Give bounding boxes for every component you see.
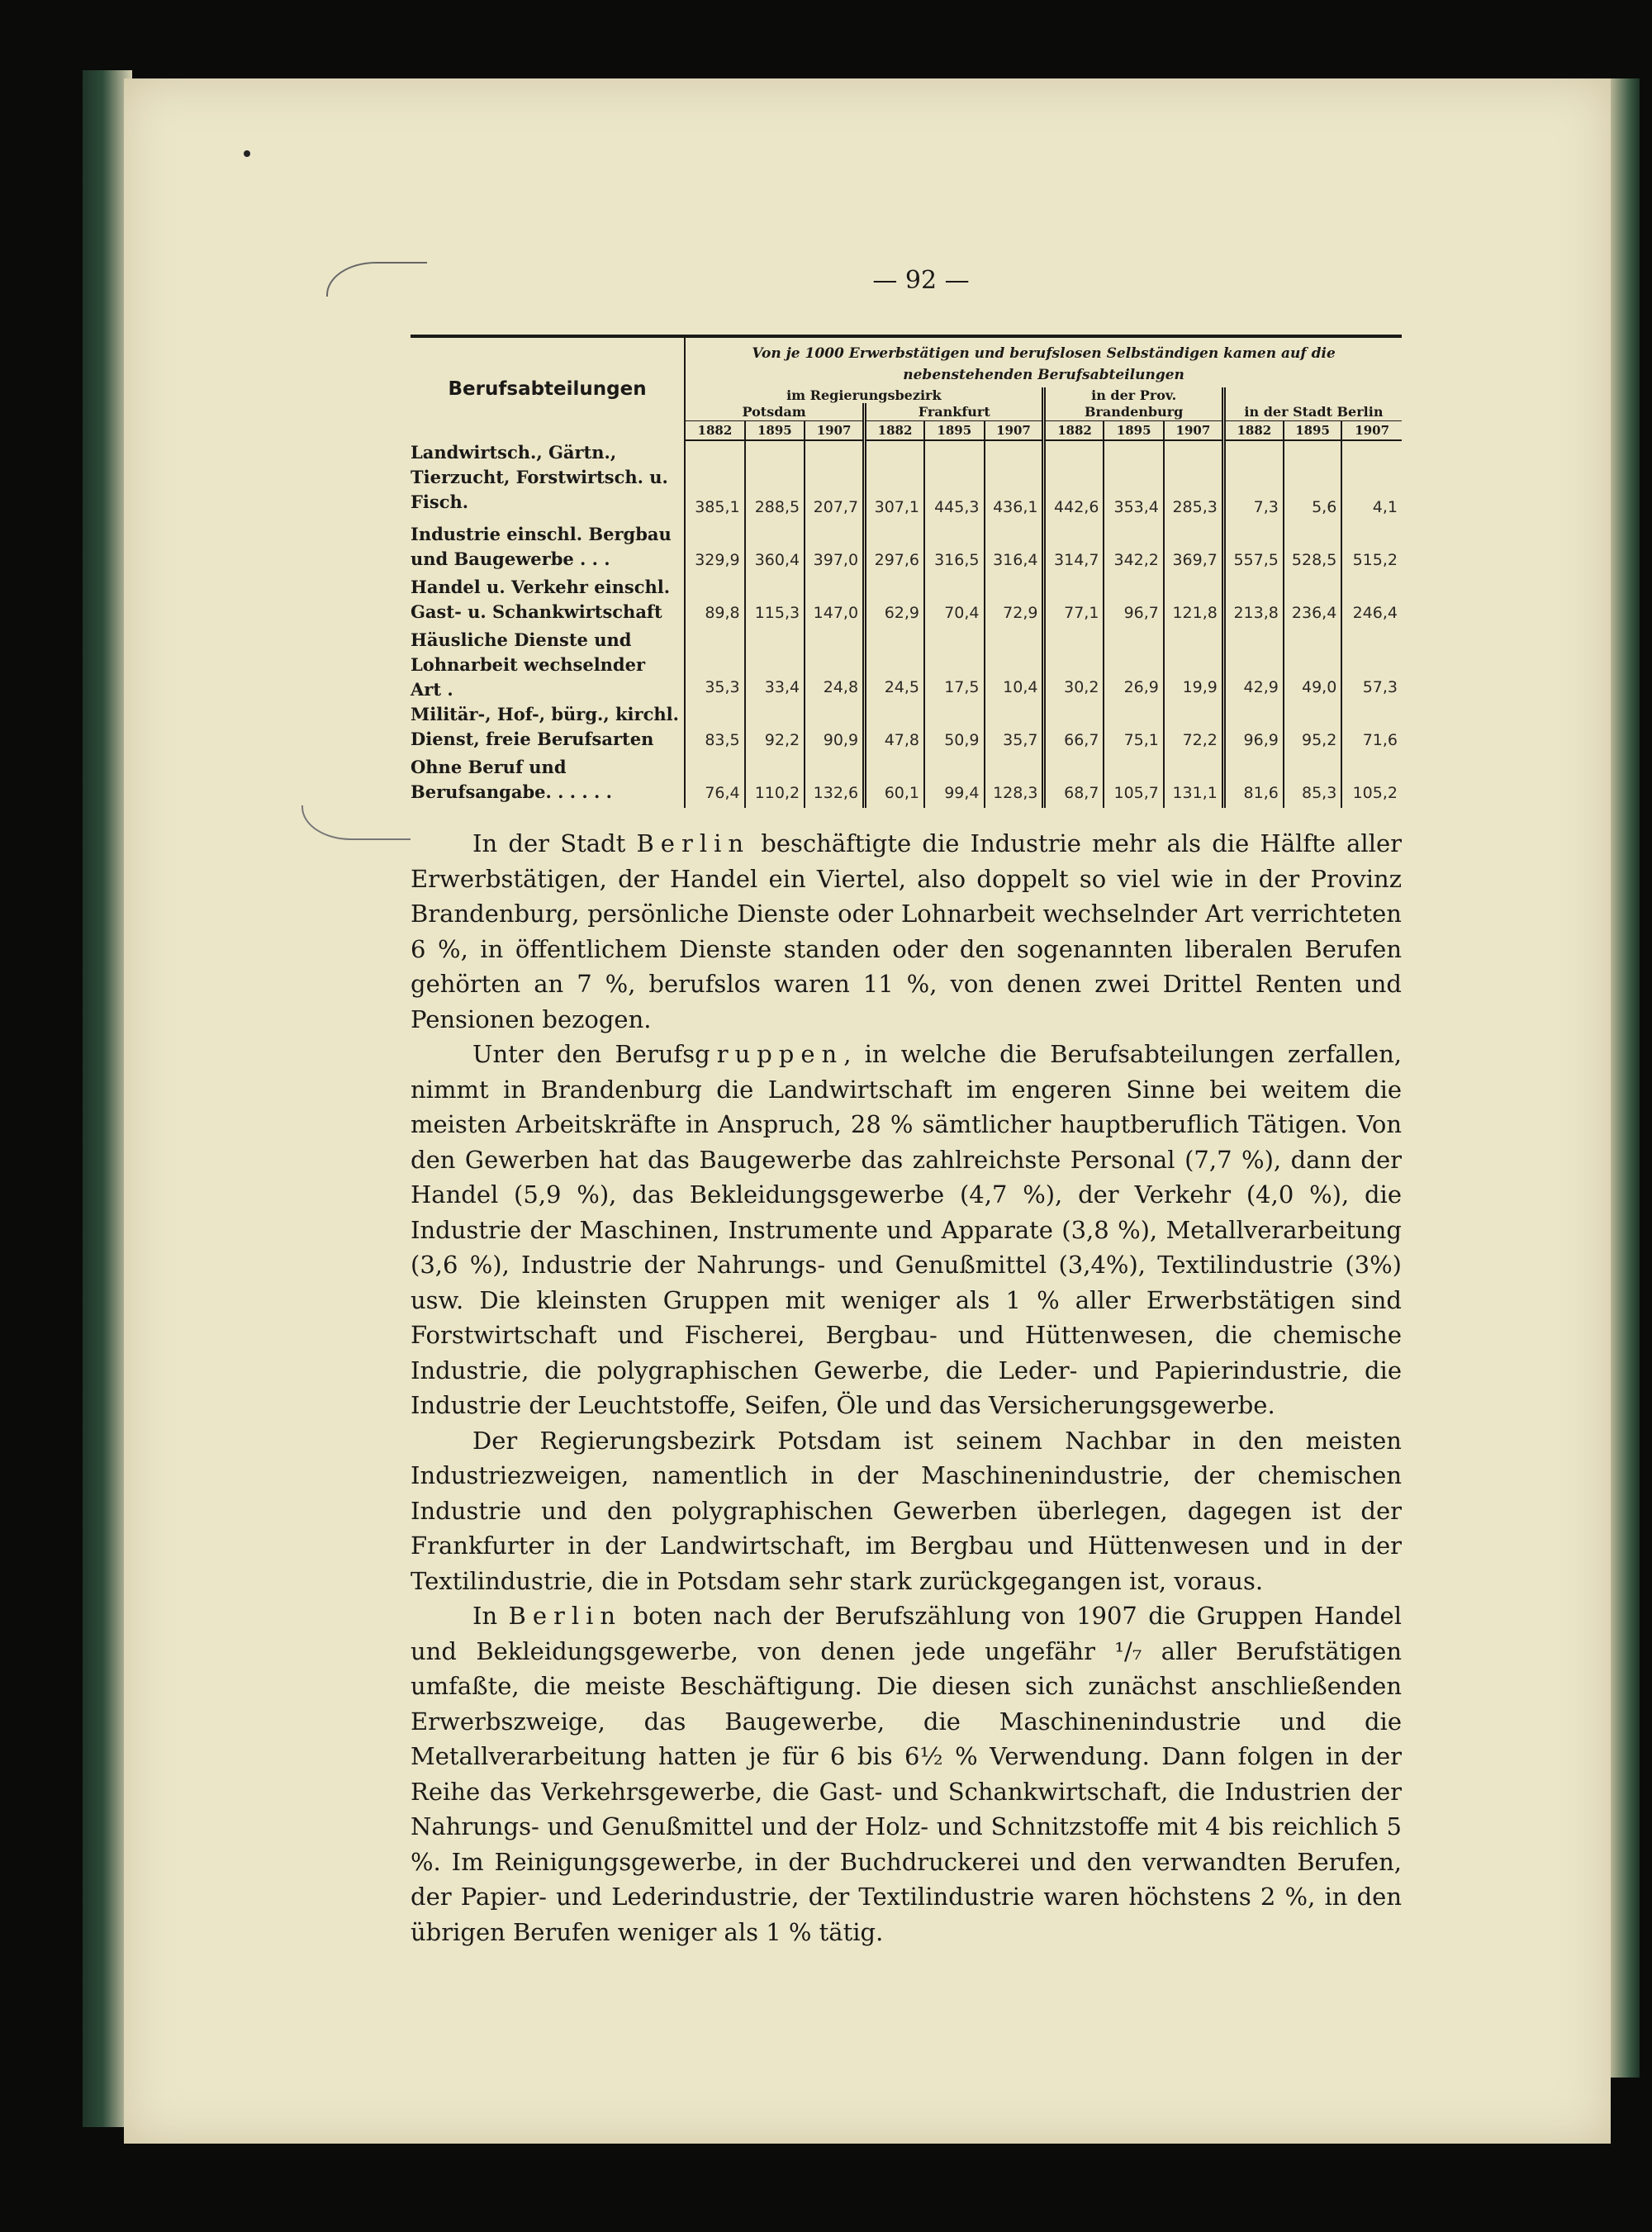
table-cell: 110,2 xyxy=(745,755,805,808)
table-cell: 132,6 xyxy=(805,755,864,808)
table-cell: 528,5 xyxy=(1284,522,1341,575)
text-run: boten nach der Berufszählung von 1907 die Gruppen Handel und Bekleidungsgewerbe, von denen jede ungefähr ¹/₇ aller Berufstätigen umfaßte, die meiste Beschäftigung. Die diesen sich zunächst anschließenden Erwerbszweige, das Baugewerbe, die Maschinenindustrie und die Metallverarbeitung hatten je für 6 bis 6½ % Verwendung. Dann folgen in der Reihe das Verkehrsgewerbe, die Gast- und Schankwirtschaft, die Industrien der Nahrungs- und Genußmittel und der Holz- und Schnitzstoffe mit 4 bis reichlich 5 %. Im Reinigungsgewerbe, in der Buchdruckerei und den verwandten Berufen, der Papier- und Lederindustrie, der Textilindustrie waren höchstens 2 %, in den übrigen Berufen weniger als 1 % tätig. xyxy=(411,1602,1402,1946)
table-cell: 4,1 xyxy=(1341,440,1402,522)
table-cell: 297,6 xyxy=(865,522,924,575)
year-header: 1895 xyxy=(745,421,805,441)
table-cell: 5,6 xyxy=(1284,440,1341,522)
year-header: 1907 xyxy=(985,421,1044,441)
table-cell: 236,4 xyxy=(1284,575,1341,628)
text-run: Unter den Berufs xyxy=(472,1040,695,1068)
group-header-berlin: in der Stadt Berlin xyxy=(1223,387,1402,421)
table-cell: 397,0 xyxy=(805,522,864,575)
table-cell: 115,3 xyxy=(745,575,805,628)
row-category: Handel u. Verkehr einschl. Gast- u. Schankwirtschaft xyxy=(411,577,671,622)
paragraph xyxy=(411,1598,1402,1949)
table-cell: 95,2 xyxy=(1284,702,1341,755)
table-cell: 24,8 xyxy=(805,628,864,702)
table-cell: 316,5 xyxy=(924,522,984,575)
table-cell: 307,1 xyxy=(865,440,924,522)
table-cell: 128,3 xyxy=(985,755,1044,808)
body-text xyxy=(411,826,1402,1949)
table-cell: 246,4 xyxy=(1341,575,1402,628)
table-cell: 47,8 xyxy=(865,702,924,755)
paragraph xyxy=(411,826,1402,1037)
table-cell: 96,7 xyxy=(1104,575,1163,628)
table-cell: 72,9 xyxy=(985,575,1044,628)
table-cell: 105,2 xyxy=(1341,755,1402,808)
text-run: , in welche die Berufsabteilungen zerfallen, nimmt in Brandenburg die Landwirtschaft im engeren Sinne bei weitem die meisten Arbeitskräfte in Anspruch, 28 % sämtlicher hauptberuflich Tätigen. Von den Gewerben hat das Baugewerbe das zahlreichste Personal (7,7 %), dann der Handel (5,9 %), das Bekleidungsgewerbe (4,7 %), der Verkehr (4,0 %), die Industrie der Maschinen, Instrumente und Apparate (3,8 %), Metallverarbeitung (3,6 %), Industrie der Nahrungs- und Genußmittel (3,4%), Textilindustrie (3%) usw. Die kleinsten Gruppen mit weniger als 1 % aller Erwerbstätigen sind Forstwirtschaft und Fischerei, Bergbau- und Hüttenwesen, die chemische Industrie, die polygraphischen Gewerbe, die Leder- und Papierindustrie, die Industrie der Leuchtstoffe, Seifen, Öle und das Versicherungsgewerbe. xyxy=(411,1040,1402,1419)
year-header: 1882 xyxy=(865,421,924,441)
table-cell: 76,4 xyxy=(685,755,744,808)
table-cell: 436,1 xyxy=(985,440,1044,522)
table-cell: 99,4 xyxy=(924,755,984,808)
table-cell: 75,1 xyxy=(1104,702,1163,755)
table-cell: 557,5 xyxy=(1223,522,1283,575)
table-cell: 7,3 xyxy=(1223,440,1283,522)
table-cell: 24,5 xyxy=(865,628,924,702)
table-cell: 288,5 xyxy=(745,440,805,522)
table-cell: 26,9 xyxy=(1104,628,1163,702)
row-category: Häusliche Dienste und Lohnarbeit wechselnder Art . xyxy=(411,629,646,700)
table-cell: 50,9 xyxy=(924,702,984,755)
year-header: 1882 xyxy=(685,421,744,441)
table-row xyxy=(411,440,1402,522)
row-category: Militär-, Hof-, bürg., kirchl. Dienst, freie Berufsarten xyxy=(411,704,679,749)
table-cell: 90,9 xyxy=(805,702,864,755)
text-run: beschäftigte die Industrie mehr als die Hälfte aller Erwerbstätigen, der Handel ein Viertel, also doppelt so viel wie in der Provinz Brandenburg, persönliche Dienste oder Lohnarbeit wechselnder Art verrichteten 6 %, in öffentlichem Dienste standen oder den sogenannten liberalen Berufen gehörten an 7 %, berufslos waren 11 %, von denen zwei Drittel Renten und Pensionen bezogen. xyxy=(411,829,1402,1033)
table-row xyxy=(411,628,1402,702)
table-cell: 30,2 xyxy=(1044,628,1104,702)
table-cell: 81,6 xyxy=(1223,755,1283,808)
table-row xyxy=(411,755,1402,808)
table-cell: 96,9 xyxy=(1223,702,1283,755)
table-cell: 68,7 xyxy=(1044,755,1104,808)
row-category: Industrie einschl. Bergbau und Baugewerbe . . . xyxy=(411,524,672,569)
table-cell: 49,0 xyxy=(1284,628,1341,702)
table-cell: 57,3 xyxy=(1341,628,1402,702)
statistics-table-wrap xyxy=(411,335,1402,808)
table-cell: 17,5 xyxy=(924,628,984,702)
row-category: Ohne Beruf und Berufsangabe. . . . . . xyxy=(411,757,612,802)
table-cell: 360,4 xyxy=(745,522,805,575)
table-cell: 33,4 xyxy=(745,628,805,702)
main-header: Von je 1000 Erwerbstätigen und berufslosen Selbständigen kamen auf die nebenstehenden Berufsabteilungen xyxy=(685,336,1402,387)
table-cell: 35,7 xyxy=(985,702,1044,755)
table-cell: 42,9 xyxy=(1223,628,1283,702)
stub-header: Berufsabteilungen xyxy=(448,378,647,400)
book-spine-right xyxy=(1607,78,1640,2078)
table-cell: 72,2 xyxy=(1164,702,1223,755)
year-header: 1907 xyxy=(1341,421,1402,441)
table-cell: 342,2 xyxy=(1104,522,1163,575)
year-header: 1895 xyxy=(1104,421,1163,441)
table-row xyxy=(411,702,1402,755)
table-cell: 385,1 xyxy=(685,440,744,522)
year-header: 1895 xyxy=(1284,421,1341,441)
paragraph: Der Regierungsbezirk Potsdam ist seinem Nachbar in den meisten Industriezweigen, namentlich in der Maschinenindustrie, der chemischen Industrie und den polygraphischen Gewerben überlegen, dagegen ist der Frankfurter in der Landwirtschaft, im Bergbau und Hüttenwesen und in der Textilindustrie, die in Potsdam sehr stark zurückgegangen ist, voraus. xyxy=(411,1426,1402,1595)
table-cell: 207,7 xyxy=(805,440,864,522)
table-row xyxy=(411,522,1402,575)
year-header: 1882 xyxy=(1223,421,1283,441)
table-cell: 10,4 xyxy=(985,628,1044,702)
table-cell: 515,2 xyxy=(1341,522,1402,575)
table-cell: 89,8 xyxy=(685,575,744,628)
table-cell: 285,3 xyxy=(1164,440,1223,522)
table-cell: 70,4 xyxy=(924,575,984,628)
table-row xyxy=(411,575,1402,628)
year-header: 1882 xyxy=(1044,421,1104,441)
region-label: im Regierungsbezirk xyxy=(685,387,1044,403)
table-cell: 329,9 xyxy=(685,522,744,575)
table-cell: 19,9 xyxy=(1164,628,1223,702)
table-cell: 213,8 xyxy=(1223,575,1283,628)
table-cell: 92,2 xyxy=(745,702,805,755)
table-cell: 131,1 xyxy=(1164,755,1223,808)
table-cell: 77,1 xyxy=(1044,575,1104,628)
year-header: 1907 xyxy=(805,421,864,441)
table-cell: 60,1 xyxy=(865,755,924,808)
table-cell: 369,7 xyxy=(1164,522,1223,575)
table-cell: 442,6 xyxy=(1044,440,1104,522)
group-header-potsdam: Potsdam xyxy=(685,403,864,421)
table-cell: 71,6 xyxy=(1341,702,1402,755)
year-header: 1895 xyxy=(924,421,984,441)
row-category: Landwirtsch., Gärtn., Tierzucht, Forstwirtsch. u. Fisch. xyxy=(411,442,668,512)
spaced-word: Berlin xyxy=(508,1602,623,1630)
statistics-table xyxy=(411,335,1402,808)
table-cell: 121,8 xyxy=(1164,575,1223,628)
text-run: In xyxy=(472,1602,509,1630)
table-cell: 316,4 xyxy=(985,522,1044,575)
table-cell: 445,3 xyxy=(924,440,984,522)
paragraph xyxy=(411,1037,1402,1423)
year-header: 1907 xyxy=(1164,421,1223,441)
group-header-frankfurt: Frankfurt xyxy=(865,403,1044,421)
table-cell: 147,0 xyxy=(805,575,864,628)
ink-dot xyxy=(244,150,250,157)
spaced-word: gruppen xyxy=(695,1040,844,1068)
table-cell: 353,4 xyxy=(1104,440,1163,522)
text-run: In der Stadt xyxy=(472,829,637,857)
group-header-province: in der Prov. Brandenburg xyxy=(1044,387,1223,421)
table-cell: 314,7 xyxy=(1044,522,1104,575)
page-number: — 92 — xyxy=(872,266,970,295)
table-cell: 83,5 xyxy=(685,702,744,755)
spaced-word: Berlin xyxy=(636,829,751,857)
table-cell: 85,3 xyxy=(1284,755,1341,808)
table-cell: 35,3 xyxy=(685,628,744,702)
table-cell: 66,7 xyxy=(1044,702,1104,755)
table-cell: 62,9 xyxy=(865,575,924,628)
table-cell: 105,7 xyxy=(1104,755,1163,808)
